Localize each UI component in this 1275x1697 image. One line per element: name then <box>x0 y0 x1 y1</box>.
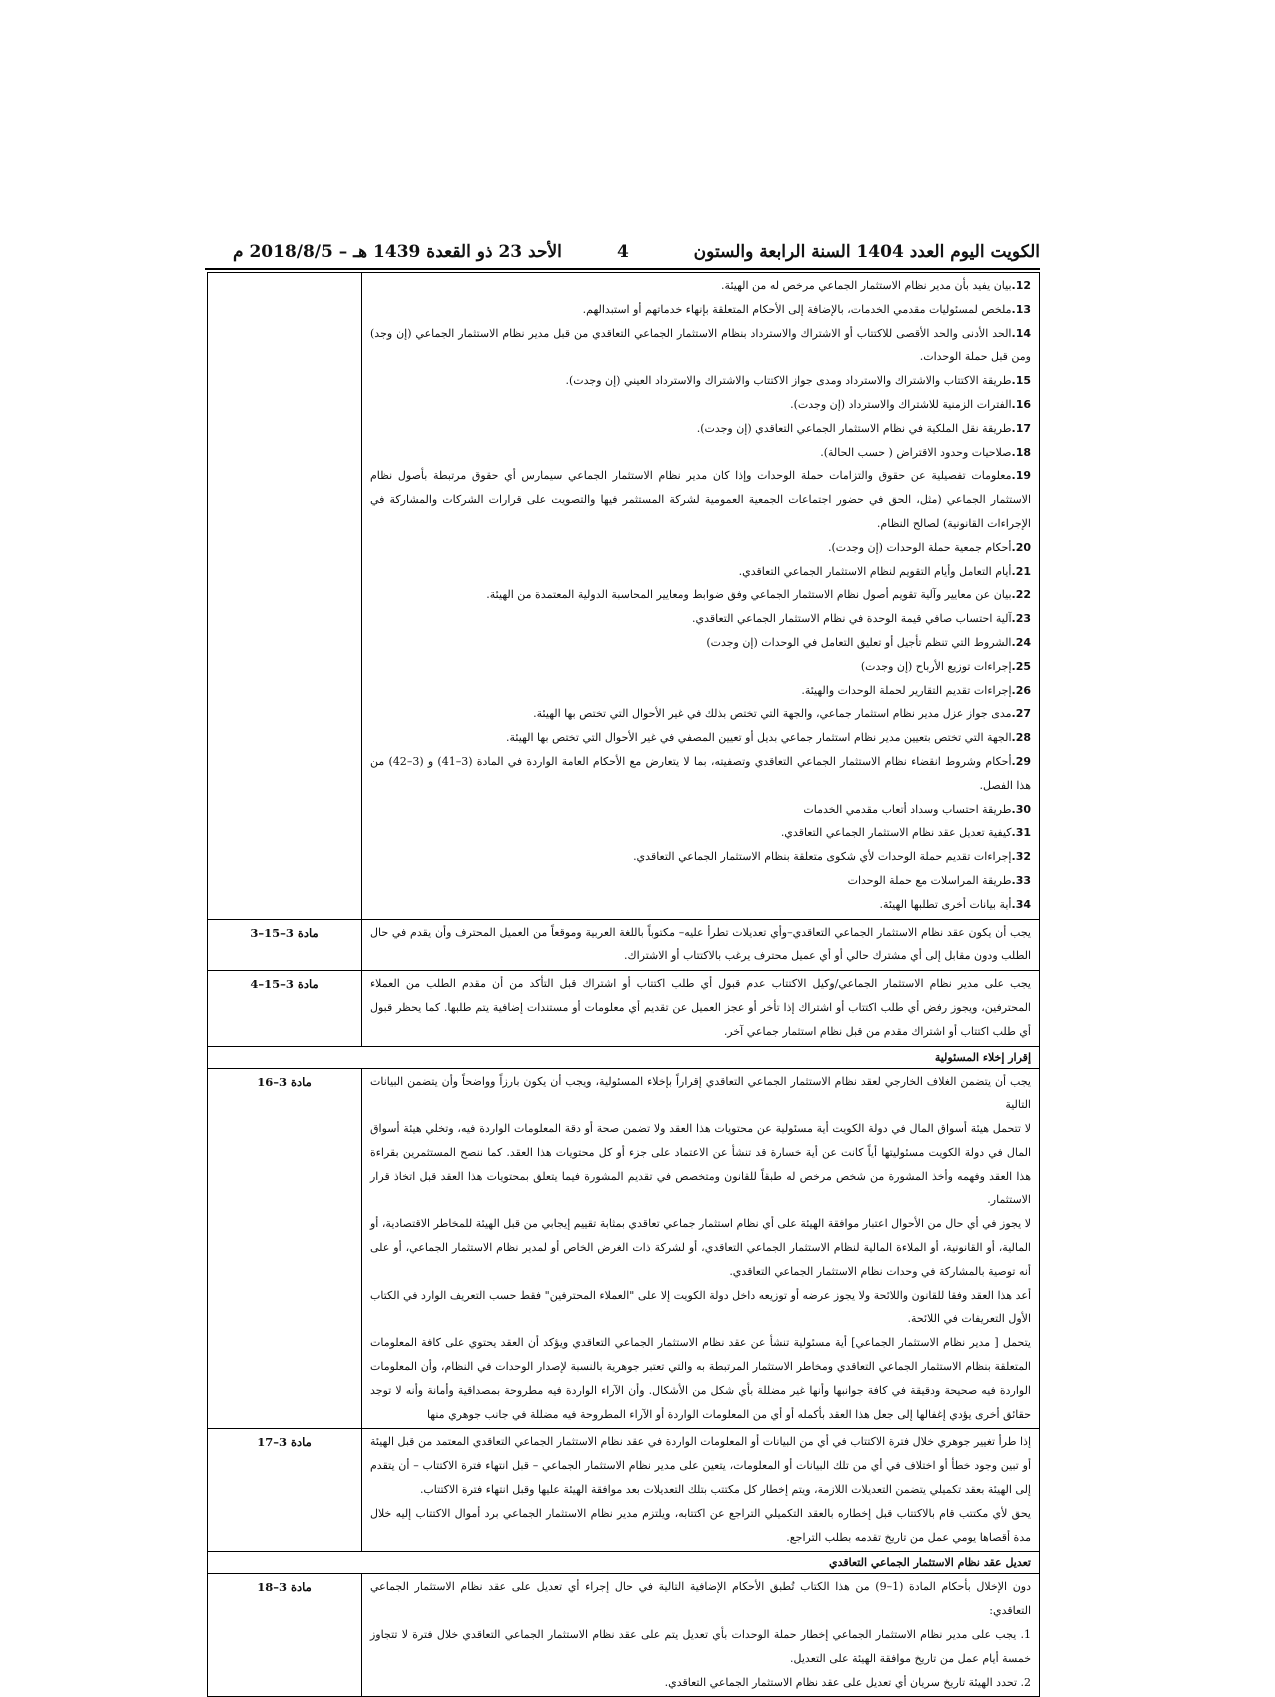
list-item-text: معلومات تفصيلية عن حقوق والتزامات حملة الوحدات وإذا كان مدير نظام الاستثمار الجماعي سيمارس أي حقوق مرتبطة بأصول نظام الاستثمار الجماعي (مثل، الحق في حضور اجتماعات الجمعية العمومية لشركة المستثمر فيها والتصويت على قرارات الشركات والمشاركة في الإجراءات القانونية) لصالح النظام. <box>370 469 1031 530</box>
list-item <box>370 583 1031 607</box>
list-item-number: 29. <box>1011 754 1032 768</box>
list-item <box>370 393 1031 417</box>
table-row <box>208 1429 1040 1552</box>
list-item <box>370 679 1031 703</box>
list-item <box>370 560 1031 584</box>
list-item-text: طريقة الاكتتاب والاشتراك والاسترداد ومدى جواز الاكتتاب والاشتراك والاسترداد العيني (إن وجدت). <box>565 374 1012 388</box>
article-label: مادة 3–16 <box>208 1068 362 1429</box>
list-item <box>370 821 1031 845</box>
list-item-text: أحكام وشروط انقضاء نظام الاستثمار الجماعي التعاقدي وتصفيته، بما لا يتعارض مع الأحكام العامة الواردة في المادة (3–41) و (3–42) من هذا الفصل. <box>370 754 1031 792</box>
article-text: يجب أن يتضمن الغلاف الخارجي لعقد نظام الاستثمار الجماعي التعاقدي إقراراً بإخلاء المسئولية، ويجب أن يكون بارزاً وواضحاً وأن يتضمن البيانات التالية لا تتحمل هيئة أسواق المال في دولة الكويت أية مسئولية عن محتويات هذا العقد ولا تضمن صحة أو دقة المعلومات الواردة فيه، وتخلي هيئة أسواق المال في دولة الكويت مسئوليتها أياً كانت عن أية خسارة قد تنشأ عن الاعتماد على جزء أو كل محتويات هذا العقد. كما ننصح المستثمرين بقراءة هذا العقد وفهمه وأخذ المشورة من شخص مرخص له طبقاً للقانون ومتخصص في تقديم المشورة فيما يتعلق بمحتويات هذا العقد قبل اتخاذ قرار الاستثمار. لا يجوز في أي حال من الأحوال اعتبار موافقة الهيئة على أي نظام استثمار جماعي تعاقدي بمثابة تقييم إيجابي من قبل الهيئة للمخاطر الاقتصادية، أو المالية، أو القانونية، أو الملاءة المالية لنظام الاستثمار الجماعي التعاقدي، أو لشركة ذات الغرض الخاص أو لمدير نظام الاستثمار الجماعي، أو على أنه توصية بالمشاركة في وحدات نظام الاستثمار الجماعي التعاقدي. أعد هذا العقد وفقا للقانون واللائحة ولا يجوز عرضه أو توزيعه داخل دولة الكويت إلا على "العملاء المحترفين" فقط حسب التعريف الوارد في الكتاب الأول التعريفات في اللائحة. يتحمل [ مدير نظام الاستثمار الجماعي] أية مسئولية تنشأ عن عقد نظام الاستثمار الجماعي التعاقدي ويؤكد أن العقد يحتوي على كافة المعلومات المتعلقة بنظام الاستثمار الجماعي التعاقدي ومخاطر الاستثمار المرتبطة به والتي تعتبر جوهرية بالنسبة لإصدار الوحدات في النظام، وأن المعلومات الواردة فيه صحيحة ودقيقة في كافة جوانبها وأنها غير مضللة بأي شكل من الأشكال. وأن الآراء الواردة فيه مطروحة بمصداقية وأمانة وأنه لا توجد حقائق أخرى يؤدي إغفالها إلى جعل هذا العقد بأكمله أو أي من المعلومات الواردة أو الآراء المطروحة فيه مضللة في جانب جوهري منها <box>362 1068 1040 1429</box>
section-heading-row <box>208 1552 1040 1574</box>
list-item-text: أيام التعامل وأيام التقويم لنظام الاستثمار الجماعي التعاقدي. <box>738 564 1012 578</box>
list-item-number: 13. <box>1011 302 1031 316</box>
article-label: مادة 3–15–3 <box>208 919 362 971</box>
issue-date: الأحد 23 ذو القعدة 1439 هـ – 2018/8/5 م <box>233 242 562 262</box>
list-item-number: 21. <box>1011 564 1031 578</box>
list-item <box>370 845 1031 869</box>
article-text: دون الإخلال بأحكام المادة (1–9) من هذا الكتاب تُطبق الأحكام الإضافية التالية في حال إجراء أي تعديل على عقد نظام الاستثمار الجماعي التعاقدي: 1. يجب على مدير نظام الاستثمار الجماعي إخطار حملة الوحدات بأي تعديل يتم على عقد نظام الاستثمار الجماعي التعاقدي خلال فترة لا تتجاوز خمسة أيام عمل من تاريخ موافقة الهيئة على التعديل. 2. تحدد الهيئة تاريخ سريان أي تعديل على عقد نظام الاستثمار الجماعي التعاقدي. <box>362 1574 1040 1697</box>
list-item-number: 12. <box>1011 279 1031 292</box>
list-item-number: 17. <box>1011 421 1031 435</box>
list-item-text: بيان عن معايير وآلية تقويم أصول نظام الاستثمار الجماعي وفق ضوابط ومعايير المحاسبة الدولية المعتمدة من الهيئة. <box>486 588 1012 602</box>
list-item-number: 19. <box>1011 469 1031 483</box>
header-divider <box>205 268 1040 270</box>
list-item-text: صلاحيات وحدود الاقتراض ( حسب الحالة). <box>820 445 1012 459</box>
list-item <box>370 464 1031 535</box>
article-label: مادة 3–17 <box>208 1429 362 1552</box>
article-label: مادة 3–18 <box>208 1574 362 1697</box>
list-item-number: 28. <box>1011 731 1031 745</box>
table-row <box>208 1068 1040 1429</box>
list-item-text: أية بيانات أخرى تطلبها الهيئة. <box>879 897 1012 911</box>
contract-contents-list <box>362 273 1040 920</box>
list-item-text: أحكام جمعية حملة الوحدات (إن وجدت). <box>828 540 1012 554</box>
article-label <box>208 273 362 920</box>
list-item-text: إجراءات تقديم حملة الوحدات لأي شكوى متعلقة بنظام الاستثمار الجماعي التعاقدي. <box>633 850 1012 864</box>
list-item-text: إجراءات توزيع الأرباح (إن وجدت) <box>860 659 1012 673</box>
table-row <box>208 273 1040 920</box>
list-item-number: 26. <box>1011 683 1031 697</box>
list-item-text: ملخص لمسئوليات مقدمي الخدمات، بالإضافة إلى الأحكام المتعلقة بإنهاء خدماتهم أو استبدالهم. <box>582 302 1012 316</box>
list-item-number: 25. <box>1011 659 1031 673</box>
table-row <box>208 919 1040 971</box>
list-item-text: آلية احتساب صافي قيمة الوحدة في نظام الاستثمار الجماعي التعاقدي. <box>691 612 1012 626</box>
list-item <box>370 631 1031 655</box>
list-item <box>370 274 1031 298</box>
table-row <box>208 1574 1040 1697</box>
page-header <box>205 238 1040 268</box>
list-item-number: 15. <box>1011 374 1031 388</box>
list-item-number: 27. <box>1011 707 1031 721</box>
list-item-text: كيفية تعديل عقد نظام الاستثمار الجماعي التعاقدي. <box>780 826 1012 840</box>
list-item-text: إجراءات تقديم التقارير لحملة الوحدات والهيئة. <box>801 683 1012 697</box>
list-item <box>370 750 1031 798</box>
list-item-text: طريقة احتساب وسداد أتعاب مقدمي الخدمات <box>803 802 1012 816</box>
list-item-number: 23. <box>1011 612 1031 626</box>
list-item-text: طريقة نقل الملكية في نظام الاستثمار الجماعي التعاقدي (إن وجدت). <box>696 421 1012 435</box>
numbered-list <box>370 274 1031 917</box>
section-heading-row <box>208 1046 1040 1068</box>
list-item <box>370 726 1031 750</box>
article-text: إذا طرأ تغيير جوهري خلال فترة الاكتتاب في أي من البيانات أو المعلومات الواردة في عقد نظام الاستثمار الجماعي التعاقدي المعتمد من قبل الهيئة أو تبين وجود خطأ أو اختلاف في أي من تلك البيانات أو المعلومات، يتعين على مدير نظام الاستثمار الجماعي – قبل انتهاء فترة الاكتتاب – أن يتقدم إلى الهيئة بعقد تكميلي يتضمن التعديلات اللازمة، ويتم إخطار كل مكتتب بتلك التعديلات بعد موافقة الهيئة عليها وقبل انتهاء فترة الاكتتاب. يحق لأي مكتتب قام بالاكتتاب قبل إخطاره بالعقد التكميلي التراجع عن اكتتابه، ويلتزم مدير نظام الاستثمار الجماعي برد أموال الاكتتاب إليه خلال مدة أقصاها يومي عمل من تاريخ تقدمه بطلب التراجع. <box>362 1429 1040 1552</box>
list-item-number: 34. <box>1011 897 1031 911</box>
list-item <box>370 322 1031 370</box>
article-text: يجب أن يكون عقد نظام الاستثمار الجماعي التعاقدي–وأي تعديلات تطرأ عليه– مكتوباً باللغة العربية وموقعاً من العميل المحترف وأن يقدم في حال الطلب ودون مقابل إلى أي مشترك حالي أو أي عميل محترف يرغب بالاكتتاب أو الاشتراك. <box>362 919 1040 971</box>
list-item <box>370 607 1031 631</box>
article-label: مادة 3–15–4 <box>208 971 362 1046</box>
list-item <box>370 417 1031 441</box>
list-item <box>370 441 1031 465</box>
list-item-number: 24. <box>1011 635 1031 649</box>
list-item-number: 30. <box>1011 802 1031 816</box>
list-item-number: 33. <box>1011 873 1031 887</box>
list-item-number: 14. <box>1011 326 1031 340</box>
list-item-number: 20. <box>1011 540 1031 554</box>
list-item <box>370 655 1031 679</box>
gazette-issue: الكويت اليوم العدد 1404 السنة الرابعة والستون <box>693 242 1040 262</box>
list-item-number: 16. <box>1011 397 1031 411</box>
table-row <box>208 971 1040 1046</box>
list-item-text: الشروط التي تنظم تأجيل أو تعليق التعامل في الوحدات (إن وجدت) <box>706 635 1012 649</box>
list-item-text: مدى جواز عزل مدير نظام استثمار جماعي، والجهة التي تختص بذلك في غير الأحوال التي تختص بها الهيئة. <box>533 707 1012 721</box>
page-number: 4 <box>617 242 629 262</box>
list-item-text: الحد الأدنى والحد الأقصى للاكتتاب أو الاشتراك والاسترداد بنظام الاستثمار الجماعي التعاقدي من قبل مدير نظام الاستثمار الجماعي (إن وجد) ومن قبل حملة الوحدات. <box>370 326 1031 364</box>
list-item <box>370 369 1031 393</box>
list-item-text: الفترات الزمنية للاشتراك والاسترداد (إن وجدت). <box>790 397 1012 411</box>
list-item <box>370 298 1031 322</box>
list-item <box>370 893 1031 917</box>
list-item-text: طريقة المراسلات مع حملة الوحدات <box>847 873 1012 887</box>
list-item <box>370 798 1031 822</box>
list-item-text: الجهة التي تختص بتعيين مدير نظام استثمار جماعي بديل أو تعيين المصفي في غير الأحوال التي تختص بها الهيئة. <box>506 731 1012 745</box>
article-text: يجب على مدير نظام الاستثمار الجماعي/وكيل الاكتتاب عدم قبول أي طلب اكتتاب أو اشتراك قبل التأكد من أن مقدم الطلب من العملاء المحترفين، ويجوز رفض أي طلب اكتتاب أو اشتراك إذا تأخر أو عجز العميل عن تقديم أي معلومات أو مستندات إضافية يتم طلبها. كما يحظر قبول أي طلب اكتتاب أو اشتراك مقدم من قبل نظام استثمار جماعي آخر. <box>362 971 1040 1046</box>
list-item <box>370 702 1031 726</box>
regulation-table <box>207 272 1040 1697</box>
list-item <box>370 869 1031 893</box>
section-heading: تعديل عقد نظام الاستثمار الجماعي التعاقدي <box>208 1552 1040 1574</box>
list-item-number: 31. <box>1011 826 1031 840</box>
list-item-number: 22. <box>1011 588 1031 602</box>
list-item-number: 18. <box>1011 445 1031 459</box>
list-item-number: 32. <box>1011 850 1031 864</box>
list-item <box>370 536 1031 560</box>
section-heading: إقرار إخلاء المسئولية <box>208 1046 1040 1068</box>
list-item-text: بيان يفيد بأن مدير نظام الاستثمار الجماعي مرخص له من الهيئة. <box>721 279 1012 292</box>
